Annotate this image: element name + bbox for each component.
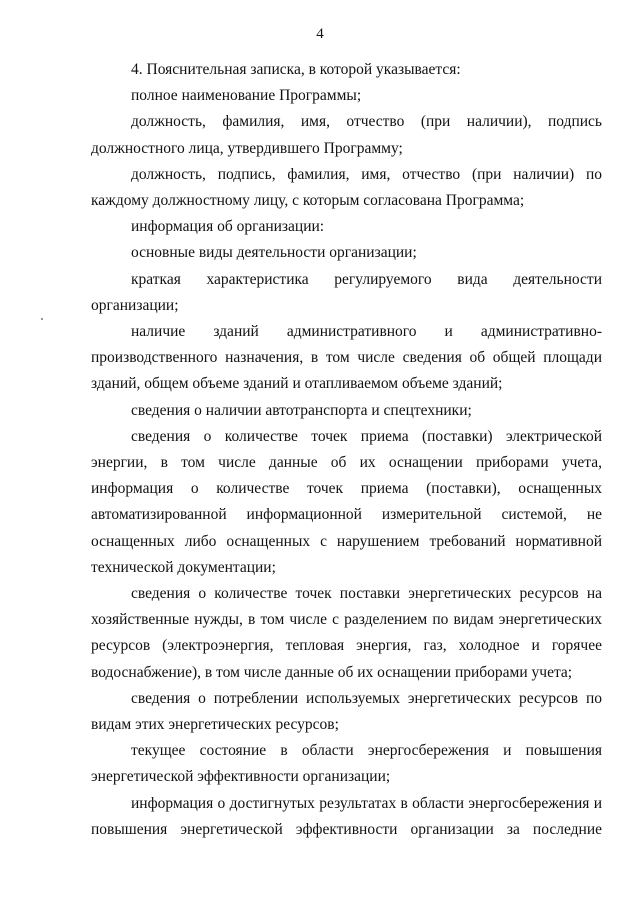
paragraph-vehicles: сведения о наличии автотранспорта и спецтехники; — [131, 401, 472, 419]
paragraph-org-info: информация об организации: — [131, 218, 325, 236]
paragraph-regulated-activity: краткая характеристика регулируемого вида деятельности организации; — [91, 270, 602, 314]
paragraph-current-state: текущее состояние в области энергосбережения и повышения энергетической эффективности организации; — [91, 742, 602, 786]
paragraph-approver: должность, фамилия, имя, отчество (при наличии), подпись должностного лица, утвердившего Программу; — [91, 113, 602, 157]
paragraph-energy-consumption: сведения о потреблении используемых энергетических ресурсов по видам этих энергетических ресурсов; — [91, 689, 602, 734]
paragraph-section-heading: 4. Пояснительная записка, в которой указывается: — [131, 61, 461, 78]
document-body — [91, 57, 602, 843]
page-number: 4 — [316, 26, 324, 42]
paragraph-activities: основные виды деятельности организации; — [131, 244, 417, 262]
paragraph-electricity-points: сведения о количестве точек приема (поставки) электрической энергии, в том числе данные об их оснащении приборами учета, информация о количестве точек приема (поставки), оснащенных автоматизированной информационной измерительной системой, не оснащенных либо оснащенных с нарушением требований нормативной технической документации; — [91, 427, 602, 576]
paragraph-program-name: полное наименование Программы; — [131, 87, 362, 105]
paragraph-coordinators: должность, подпись, фамилия, имя, отчество (при наличии) по каждому должностному лицу, с которым согласована Программа; — [91, 165, 602, 210]
paragraph-achieved-results: информация о достигнутых результатах в области энергосбережения и повышения энергетической эффективности организации за последние — [91, 794, 602, 838]
paragraph-buildings: наличие зданий административного и административно-производственного назначения, в том числе сведения об общей площади зданий, общем объеме зданий и отапливаемом объеме зданий; — [91, 323, 602, 393]
scan-speck — [41, 318, 43, 320]
paragraph-energy-supply-points: сведения о количестве точек поставки энергетических ресурсов на хозяйственные нужды, в том числе с разделением по видам энергетических ресурсов (электроэнергия, тепловая энергия, газ, холодное и горячее водоснабжение), в том числе данные об их оснащении приборами учета; — [91, 585, 602, 681]
